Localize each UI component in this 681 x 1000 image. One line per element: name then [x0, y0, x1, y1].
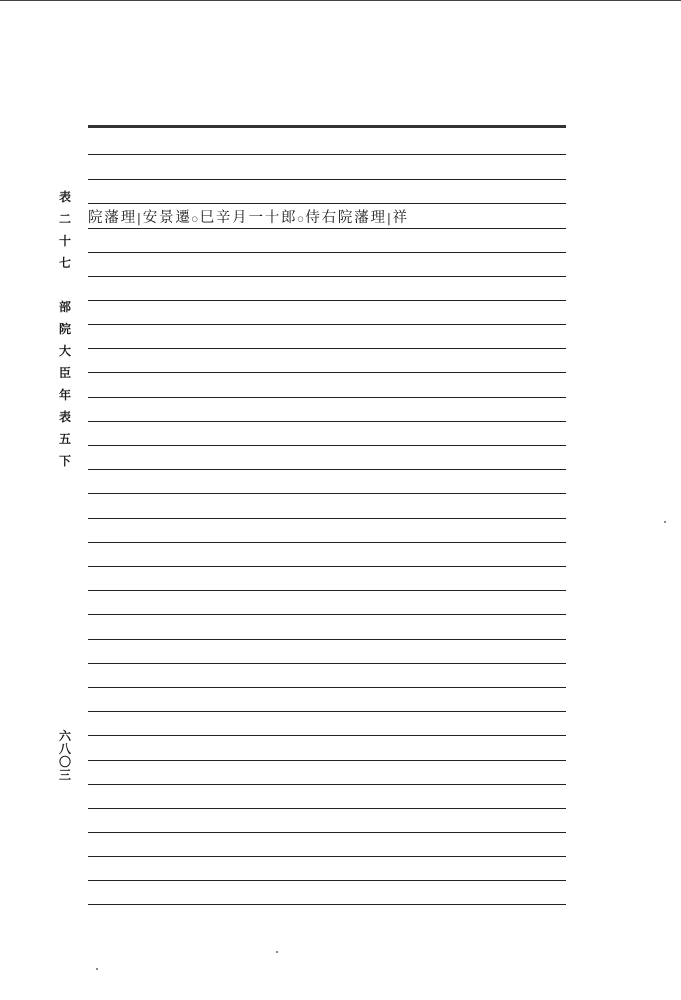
table-rule	[88, 639, 566, 640]
table-rule	[88, 154, 566, 155]
table-rule	[88, 324, 566, 325]
table-rule	[88, 445, 566, 446]
table-rule	[88, 735, 566, 736]
entry-text: 巳辛月一十郎	[199, 210, 298, 226]
margin-title	[56, 186, 74, 472]
title-char: 年	[58, 388, 71, 402]
table-rule	[88, 228, 566, 229]
entry-text: 祥	[392, 210, 409, 226]
page-number-char: 六	[58, 729, 71, 743]
table-rule	[88, 808, 566, 809]
title-spacer	[56, 274, 74, 296]
table-rule	[88, 590, 566, 591]
table-rule	[88, 760, 566, 761]
table-rule	[88, 348, 566, 349]
table-rule	[88, 566, 566, 567]
title-char: 部	[58, 300, 71, 314]
ruled-table	[88, 0, 568, 1000]
title-char: 大	[58, 344, 71, 358]
table-rule	[88, 880, 566, 881]
table-rule	[88, 663, 566, 664]
entry-text: 院藩理	[88, 210, 137, 226]
table-rule	[88, 179, 566, 180]
entry-text: 侍右院藩理	[305, 210, 387, 226]
table-rule	[88, 832, 566, 833]
page-number-char: 〇	[58, 755, 71, 769]
table-rule	[88, 372, 566, 373]
table-rule	[88, 493, 566, 494]
table-rule	[88, 856, 566, 857]
title-char: 七	[58, 256, 71, 270]
title-char: 二	[58, 212, 71, 226]
title-char: 表	[58, 410, 71, 424]
title-char: 十	[58, 234, 71, 248]
table-rule	[88, 300, 566, 301]
table-rule	[88, 518, 566, 519]
page-number	[56, 730, 74, 782]
title-char: 院	[58, 322, 71, 336]
table-rule	[88, 276, 566, 277]
scan-speck	[664, 521, 666, 523]
scan-speck	[276, 951, 278, 953]
table-rule	[88, 252, 566, 253]
table-top-rule	[88, 125, 566, 128]
table-rule	[88, 614, 566, 615]
table-rule	[88, 469, 566, 470]
title-char: 五	[58, 432, 71, 446]
table-entry-row: 院藩理|安景遷○巳辛月一十郎○侍右院藩理|祥	[88, 210, 409, 226]
table-bottom-rule	[88, 904, 566, 905]
table-rule	[88, 711, 566, 712]
title-char: 表	[58, 190, 71, 204]
table-rule	[88, 784, 566, 785]
title-char: 下	[58, 454, 71, 468]
table-rule	[88, 203, 566, 204]
entry-text: 安景遷	[142, 210, 192, 226]
table-rule	[88, 542, 566, 543]
table-rule	[88, 421, 566, 422]
table-rule	[88, 687, 566, 688]
title-char: 臣	[58, 366, 71, 380]
scan-speck	[96, 968, 98, 970]
page-number-char: 八	[58, 742, 71, 756]
table-rule	[88, 397, 566, 398]
page-number-char: 三	[58, 768, 71, 782]
